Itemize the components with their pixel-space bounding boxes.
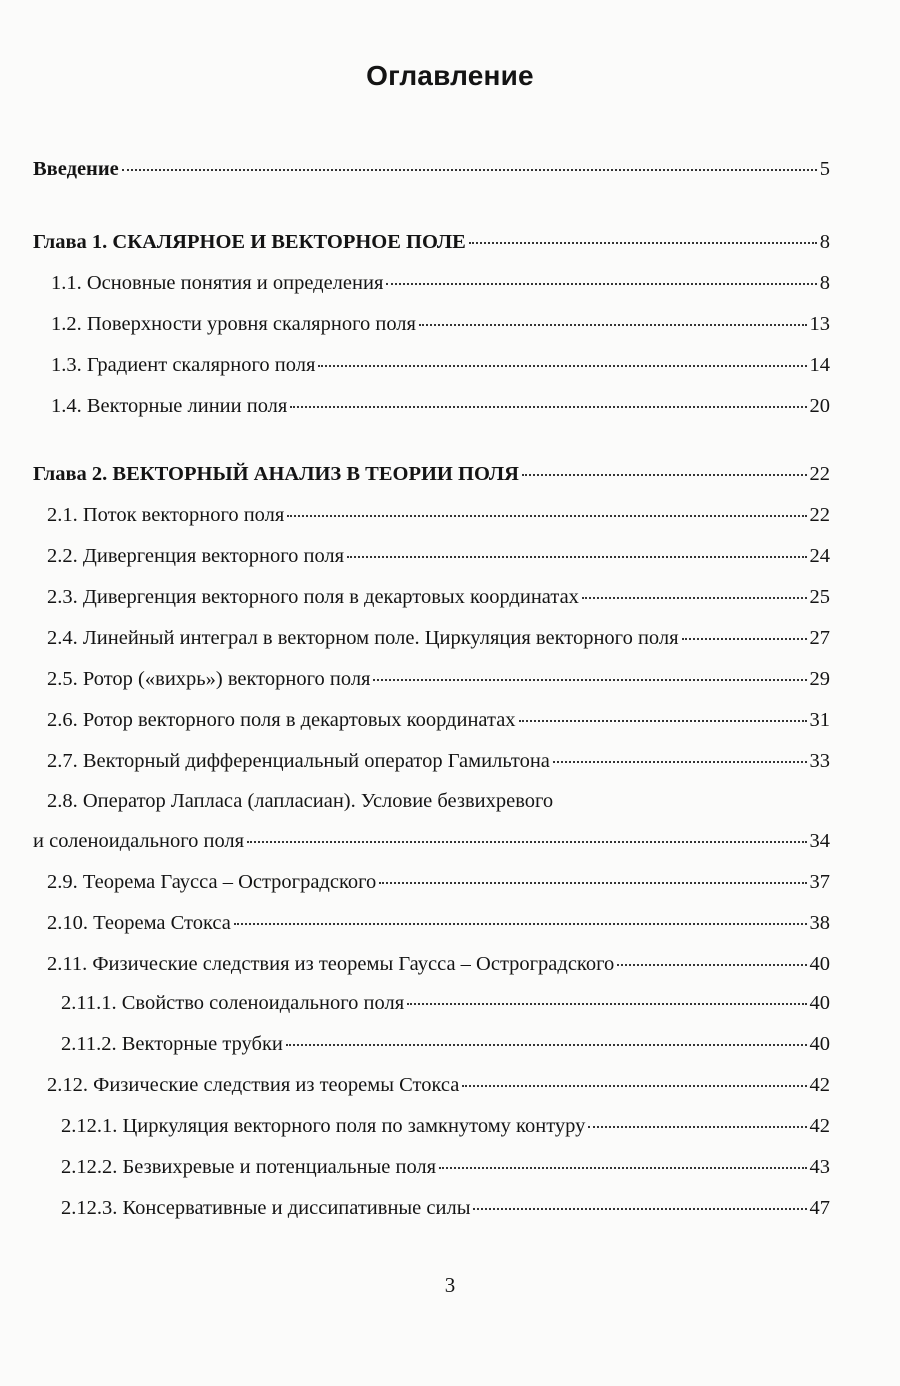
dot-leader — [462, 1085, 806, 1087]
toc-entry-page: 33 — [809, 750, 830, 772]
toc-entry-page: 24 — [809, 545, 830, 567]
toc-entry-2-1[interactable] — [47, 504, 830, 527]
toc-entry-label: 2.6. Ротор векторного поля в декартовых координатах — [47, 709, 516, 731]
toc-entry-2-8[interactable] — [33, 830, 830, 853]
toc-entry-2-7[interactable] — [47, 750, 830, 773]
toc-entry-1-3[interactable] — [51, 354, 830, 377]
toc-entry-2-4[interactable] — [47, 627, 830, 650]
dot-leader — [407, 1003, 806, 1005]
toc-entry-page: 8 — [819, 272, 830, 294]
dot-leader — [439, 1167, 806, 1169]
toc-entry-label: 2.11.1. Свойство соленоидального поля — [61, 992, 405, 1014]
toc-entry-page: 34 — [809, 830, 830, 852]
toc-entry-1-1[interactable] — [51, 272, 830, 295]
toc-entry-label: 1.3. Градиент скалярного поля — [51, 354, 316, 376]
dot-leader — [582, 597, 807, 599]
toc-entry-label: и соленоидального поля — [33, 830, 245, 852]
toc-entry-label: 1.2. Поверхности уровня скалярного поля — [51, 313, 416, 335]
toc-entry-label: 2.5. Ротор («вихрь») векторного поля — [47, 668, 371, 690]
dot-leader — [373, 679, 806, 681]
toc-entry-page: 13 — [809, 313, 830, 335]
toc-entry-page: 22 — [809, 463, 830, 485]
toc-entry-label: Глава 1. СКАЛЯРНОЕ И ВЕКТОРНОЕ ПОЛЕ — [33, 231, 466, 253]
toc-entry-2-9[interactable] — [47, 871, 830, 894]
toc-entry-label: 1.4. Векторные линии поля — [51, 395, 288, 417]
toc-entry-label: 2.11. Физические следствия из теоремы Гаусса – Остроградского — [47, 953, 615, 975]
toc-entry-page: 40 — [809, 953, 830, 975]
toc-entry-2-12-3[interactable] — [61, 1197, 830, 1220]
page-title: Оглавление — [366, 60, 534, 91]
toc-entry-label: 2.4. Линейный интеграл в векторном поле. Циркуляция векторного поля — [47, 627, 679, 649]
toc-entry-2-12[interactable] — [47, 1074, 830, 1097]
toc-entry-1-2[interactable] — [51, 313, 830, 336]
toc-entry-label: 1.1. Основные понятия и определения — [51, 272, 384, 294]
toc-entry-label: 2.7. Векторный дифференциальный оператор Гамильтона — [47, 750, 550, 772]
toc-entry-2-11-2[interactable] — [61, 1033, 830, 1056]
toc-entry-2-2[interactable] — [47, 545, 830, 568]
dot-leader — [318, 365, 806, 367]
toc-entry-chapter-1[interactable] — [33, 231, 830, 254]
dot-leader — [519, 720, 807, 722]
dot-leader — [287, 515, 806, 517]
toc-entry-label: 2.12.3. Консервативные и диссипативные силы — [61, 1197, 471, 1219]
toc-entry-page: 47 — [809, 1197, 830, 1219]
toc-entry-page: 8 — [819, 231, 830, 253]
toc-entry-page: 40 — [809, 992, 830, 1014]
toc-entry-1-4[interactable] — [51, 395, 830, 418]
dot-leader — [286, 1044, 807, 1046]
dot-leader — [553, 761, 807, 763]
dot-leader — [386, 283, 816, 285]
dot-leader — [682, 638, 807, 640]
dot-leader — [347, 556, 806, 558]
dot-leader — [522, 474, 807, 476]
toc-entry-page: 40 — [809, 1033, 830, 1055]
toc-entry-label: 2.12.1. Циркуляция векторного поля по замкнутому контуру — [61, 1115, 586, 1137]
toc-entry-label: Введение — [33, 158, 119, 180]
toc-entry-page: 29 — [809, 668, 830, 690]
toc-entry-label: Глава 2. ВЕКТОРНЫЙ АНАЛИЗ В ТЕОРИИ ПОЛЯ — [33, 463, 519, 485]
toc-entry-label: 2.12. Физические следствия из теоремы Стокса — [47, 1074, 460, 1096]
dot-leader — [379, 882, 806, 884]
dot-leader — [469, 242, 817, 244]
toc-entry-label: 2.1. Поток векторного поля — [47, 504, 285, 526]
toc-entry-page: 42 — [809, 1115, 830, 1137]
toc-entry-introduction[interactable] — [33, 158, 830, 181]
toc-entry-page: 42 — [809, 1074, 830, 1096]
toc-entry-page: 38 — [809, 912, 830, 934]
toc-entry-page: 43 — [809, 1156, 830, 1178]
dot-leader — [290, 406, 806, 408]
toc-entry-page: 25 — [809, 586, 830, 608]
toc-entry-2-3[interactable] — [47, 586, 830, 609]
toc-entry-2-12-1[interactable] — [61, 1115, 830, 1138]
dot-leader — [617, 964, 806, 966]
toc-entry-label: 2.3. Дивергенция векторного поля в декартовых координатах — [47, 586, 579, 608]
page-number: 3 — [444, 1273, 456, 1297]
dot-leader — [247, 841, 806, 843]
toc-entry-2-8-line1[interactable]: 2.8. Оператор Лапласа (лапласиан). Условие безвихревого — [47, 790, 554, 812]
toc-entry-2-5[interactable] — [47, 668, 830, 691]
toc-entry-page: 31 — [809, 709, 830, 731]
dot-leader — [234, 923, 807, 925]
toc-entry-2-11[interactable] — [47, 953, 830, 976]
toc-entry-label: 2.10. Теорема Стокса — [47, 912, 231, 934]
dot-leader — [588, 1126, 806, 1128]
toc-entry-page: 20 — [809, 395, 830, 417]
toc-entry-2-11-1[interactable] — [61, 992, 830, 1015]
toc-entry-2-10[interactable] — [47, 912, 830, 935]
toc-entry-page: 37 — [809, 871, 830, 893]
toc-entry-2-12-2[interactable] — [61, 1156, 830, 1179]
dot-leader — [122, 169, 817, 171]
toc-entry-label: 2.9. Теорема Гаусса – Остроградского — [47, 871, 377, 893]
toc-entry-chapter-2[interactable] — [33, 463, 830, 486]
toc-entry-page: 27 — [809, 627, 830, 649]
toc-entry-page: 14 — [809, 354, 830, 376]
toc-entry-label: 2.2. Дивергенция векторного поля — [47, 545, 345, 567]
toc-entry-page: 5 — [819, 158, 830, 180]
dot-leader — [419, 324, 807, 326]
toc-entry-2-6[interactable] — [47, 709, 830, 732]
toc-entry-page: 22 — [809, 504, 830, 526]
toc-entry-label: 2.12.2. Безвихревые и потенциальные поля — [61, 1156, 437, 1178]
toc-entry-label: 2.11.2. Векторные трубки — [61, 1033, 283, 1055]
dot-leader — [473, 1208, 806, 1210]
